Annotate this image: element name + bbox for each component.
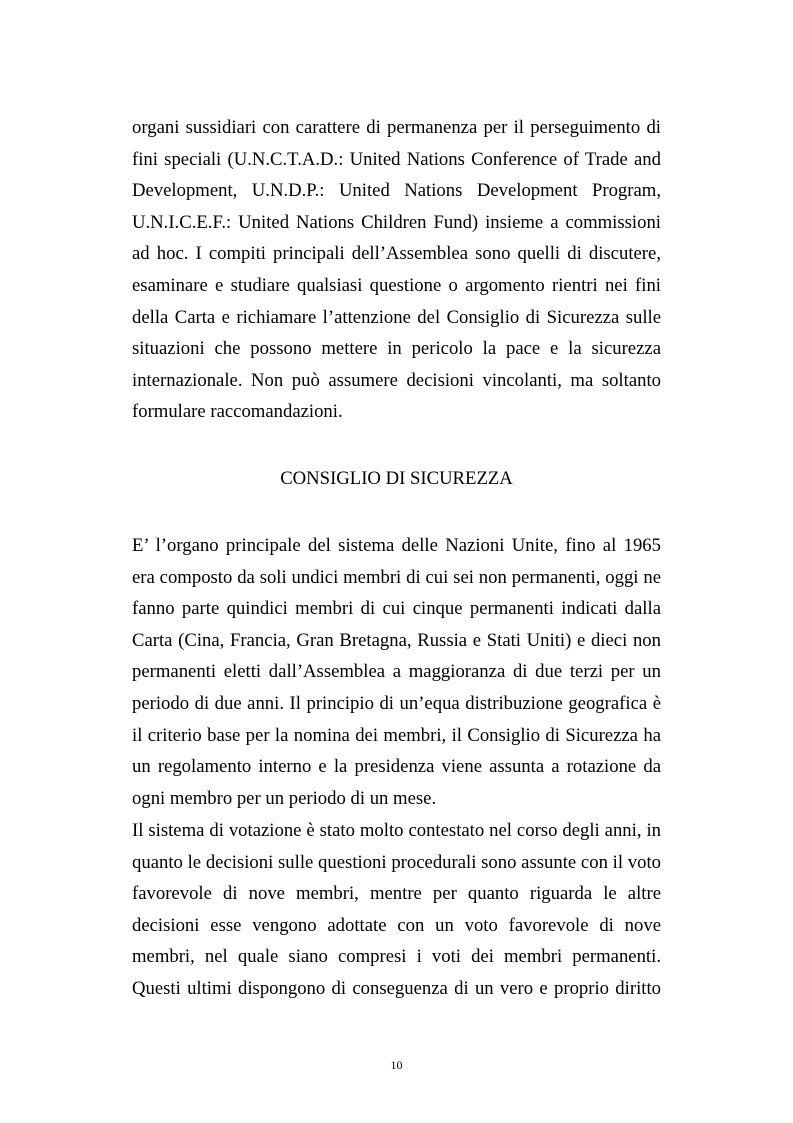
page-number: 10 [390,1058,403,1072]
paragraph-assembly-organs [132,112,661,428]
paragraph-line: decisioni esse vengono adottate con un voto favorevole di nove [132,914,661,936]
paragraph-line: E’ l’organo principale del sistema delle Nazioni Unite, fino al 1965 [132,535,661,556]
paragraph-line: un regolamento interno e la presidenza viene assunta a rotazione da [132,756,661,778]
paragraph-security-council [132,530,661,814]
paragraph-line: ad hoc. I compiti principali dell’Assemblea sono quelli di discutere, [132,243,661,265]
paragraph-line: Carta (Cina, Francia, Gran Bretagna, Russia e Stati Uniti) e dieci non [132,629,661,651]
paragraph-line: della Carta e richiamare l’attenzione del Consiglio di Sicurezza sulle [132,306,661,328]
paragraph-line: Questi ultimi dispongono di conseguenza di un vero e proprio diritto [132,977,661,999]
paragraph-line: il criterio base per la nomina dei membri, il Consiglio di Sicurezza ha [132,724,661,746]
paragraph-line: U.N.I.C.E.F.: United Nations Children Fund) insieme a commissioni [132,211,661,233]
paragraph-line: membri, nel quale siano compresi i voti dei membri permanenti. [132,946,661,968]
paragraph-line: ogni membro per un periodo di un mese. [132,787,437,809]
paragraph-line: esaminare e studiare qualsiasi questione o argomento rientri nei fini [132,274,661,296]
paragraph-line: formulare raccomandazioni. [132,401,343,423]
paragraph-line: favorevole di nove membri, mentre per quanto riguarda le altre [132,883,661,905]
paragraph-line: Il sistema di votazione è stato molto contestato nel corso degli anni, in [132,820,661,841]
paragraph-line: Development, U.N.D.P.: United Nations Development Program, [132,180,661,202]
paragraph-line: internazionale. Non può assumere decisioni vincolanti, ma soltanto [132,369,661,391]
paragraph-line: permanenti eletti dall’Assemblea a maggioranza di due terzi per un [132,661,661,683]
section-heading: CONSIGLIO DI SICUREZZA [280,468,513,489]
paragraph-line: fini speciali (U.N.C.T.A.D.: United Nations Conference of Trade and [132,148,661,170]
paragraph-voting-system [132,815,661,1005]
paragraph-line: era composto da soli undici membri di cui sei non permanenti, oggi ne [132,566,661,588]
paragraph-line: fanno parte quindici membri di cui cinque permanenti indicati dalla [132,598,661,620]
paragraph-line: quanto le decisioni sulle questioni procedurali sono assunte con il voto [132,851,661,873]
paragraph-line: organi sussidiari con carattere di permanenza per il perseguimento di [132,117,661,138]
paragraph-line: periodo di due anni. Il principio di un’equa distribuzione geografica è [132,692,661,714]
paragraph-line: situazioni che possono mettere in pericolo la pace e la sicurezza [132,338,661,360]
